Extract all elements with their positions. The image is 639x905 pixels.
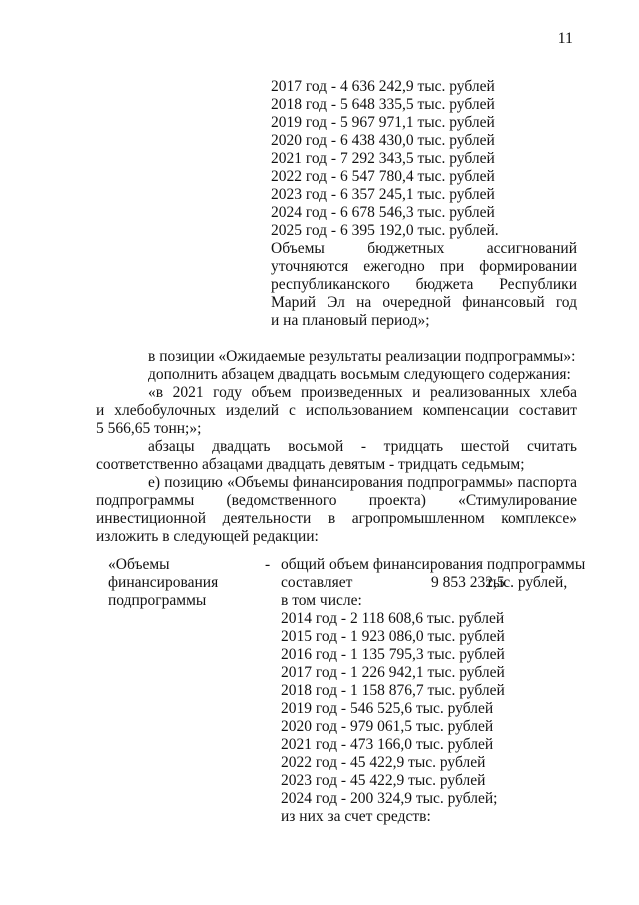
intro-unit: тыс. рублей, — [486, 574, 568, 591]
paragraph-line: абзацы двадцать восьмой - тридцать шестой считать — [148, 438, 577, 455]
year-line: 2024 год - 200 324,9 тыс. рублей; — [281, 790, 498, 807]
year-line: 2020 год - 979 061,5 тыс. рублей — [281, 718, 494, 735]
budget-note-line: Марий Эл на очередной финансовый год — [271, 294, 577, 311]
year-line: 2021 год - 473 166,0 тыс. рублей — [281, 736, 494, 753]
budget-note-line: Объемы бюджетных ассигнований — [271, 240, 577, 257]
budget-note-line: и на плановый период»; — [271, 312, 430, 329]
paragraph-line: е) позицию «Объемы финансирования подпрограммы» паспорта — [148, 474, 577, 491]
year-line: 2017 год - 4 636 242,9 тыс. рублей — [271, 78, 495, 95]
year-line: 2023 год - 45 422,9 тыс. рублей — [281, 772, 486, 789]
year-line: 2015 год - 1 923 086,0 тыс. рублей — [281, 628, 505, 645]
year-line: 2024 год - 6 678 546,3 тыс. рублей — [271, 204, 495, 221]
paragraph-line: дополнить абзацем двадцать восьмым следующего содержания: — [148, 366, 571, 383]
year-line: 2019 год - 546 525,6 тыс. рублей — [281, 700, 494, 717]
paragraph-line: «в 2021 году объем произведенных и реализованных хлеба — [148, 384, 577, 401]
table-label-line: финансирования — [108, 574, 219, 591]
year-line: 2014 год - 2 118 608,6 тыс. рублей — [281, 610, 505, 627]
table-label-line: «Объемы — [108, 556, 170, 573]
table-label-line: подпрограммы — [108, 592, 207, 609]
year-line: 2020 год - 6 438 430,0 тыс. рублей — [271, 132, 495, 149]
paragraph-line: 5 566,65 тонн;»; — [96, 420, 202, 437]
paragraph-line: в позиции «Ожидаемые результаты реализации подпрограммы»: — [148, 348, 576, 365]
paragraph-line: и хлебобулочных изделий с использованием компенсации составит — [96, 402, 577, 419]
year-line: 2019 год - 5 967 971,1 тыс. рублей — [271, 114, 495, 131]
year-line: 2017 год - 1 226 942,1 тыс. рублей — [281, 664, 505, 681]
intro-line: в том числе: — [281, 592, 362, 609]
year-line: 2023 год - 6 357 245,1 тыс. рублей — [271, 186, 495, 203]
intro-amount: 9 853 232,5 — [431, 574, 505, 591]
paragraph-line: изложить в следующей редакции: — [96, 528, 319, 545]
year-line: 2022 год - 6 547 780,4 тыс. рублей — [271, 168, 495, 185]
year-line: 2022 год - 45 422,9 тыс. рублей — [281, 754, 486, 771]
intro-word: составляет — [281, 574, 353, 591]
year-line: 2016 год - 1 135 795,3 тыс. рублей — [281, 646, 505, 663]
year-line: 2018 год - 5 648 335,5 тыс. рублей — [271, 96, 495, 113]
page-number: 11 — [557, 30, 573, 47]
budget-note-line: уточняются ежегодно при формировании — [271, 258, 577, 275]
paragraph-line: соответственно абзацами двадцать девятым - тридцать седьмым; — [96, 456, 525, 473]
year-line: 2025 год - 6 395 192,0 тыс. рублей. — [271, 222, 499, 239]
budget-note-line: республиканского бюджета Республики — [271, 276, 577, 293]
year-line: 2018 год - 1 158 876,7 тыс. рублей — [281, 682, 505, 699]
paragraph-line: инвестиционной деятельности в агропромышленном комплексе» — [96, 510, 577, 527]
year-line: 2021 год - 7 292 343,5 тыс. рублей — [271, 150, 495, 167]
footer-line: из них за счет средств: — [281, 808, 431, 825]
table-dash: - — [265, 556, 271, 573]
intro-line: общий объем финансирования подпрограммы — [281, 556, 586, 573]
paragraph-line: подпрограммы (ведомственного проекта) «Стимулирование — [96, 492, 577, 509]
